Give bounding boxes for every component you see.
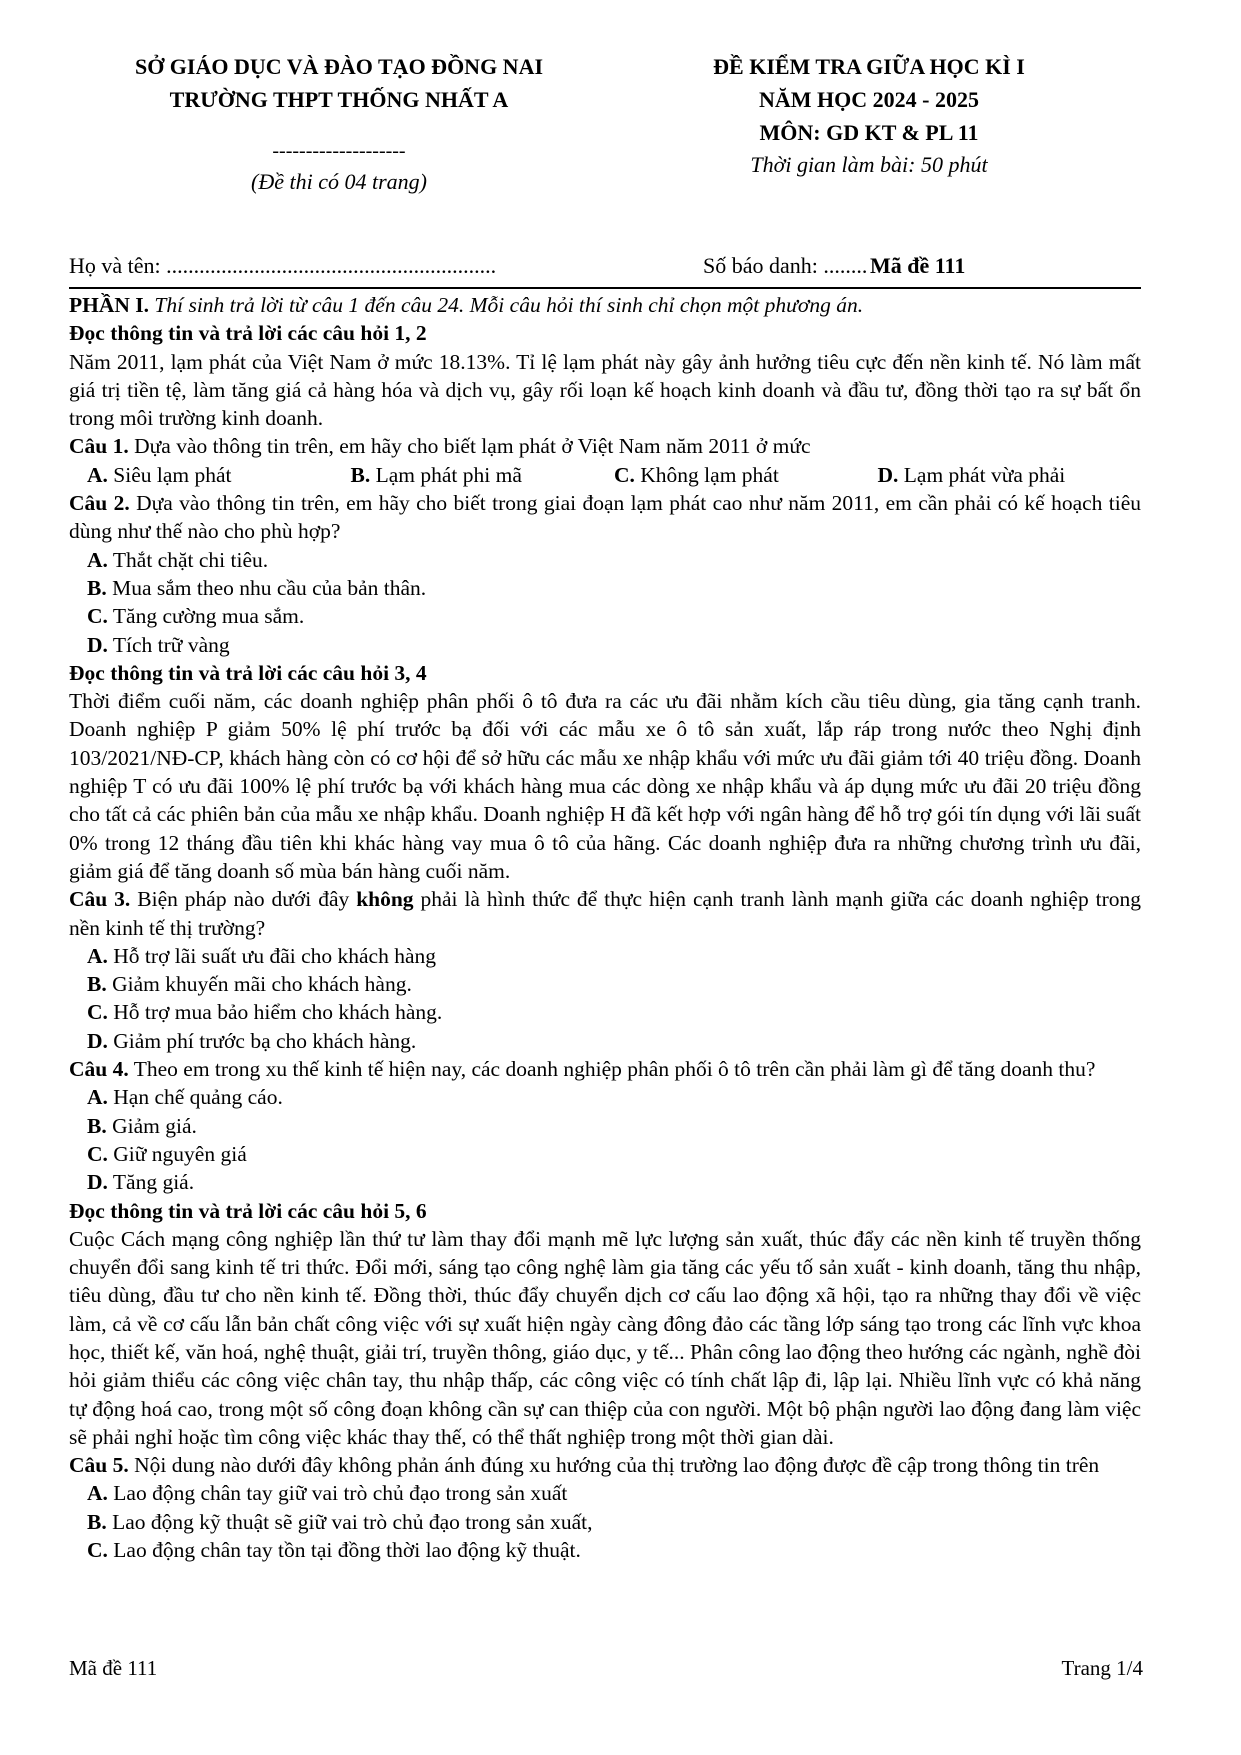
passage-heading: Đọc thông tin và trả lời các câu hỏi 1, 2 [69,321,427,346]
option: A. Hạn chế quảng cáo. [87,1085,283,1110]
passage-text: Cuộc Cách mạng công nghiệp lần thứ tư làm thay đổi mạnh mẽ lực lượng sản xuất, thúc đẩy các nền kinh tế truyền thống chuyển đổi sang kinh tế tri thức. Đổi mới, sáng tạo công nghệ làm gia tăng các yếu tố sản xuất - kinh doanh, tăng thu nhập, tiêu dùng, đầu tư cho nền kinh tế. Đồng thời, thúc đẩy chuyển dịch cơ cấu lao động xã hội, tạo ra những thay đổi về việc làm, cả về cơ cấu lẫn bản chất công việc với sự xuất hiện ngày càng đông đảo các tầng lớp sáng tạo trong các lĩnh vực khoa học, thiết kế, văn hoá, nghệ thuật, giải trí, truyền thông, giáo dục, y tế... Phân công lao động theo hướng các ngành, nghề đòi hỏi giảm thiểu các công việc chân tay, thu nhập thấp, các công việc có tính chất lập đi, lập lại. Nhiều lĩnh vực có khả năng tự động hoá cao, trong một số công đoạn không cần sự can thiệp của con người. Một bộ phận người lao động đang làm việc sẽ phải nghỉ hoặc tìm công việc khác thay thế, có thể thất nghiệp trong một thời gian dài. [69,1226,1141,1449]
option: A. Hỗ trợ lãi suất ưu đãi cho khách hàng [87,943,437,968]
option: D. Giảm phí trước bạ cho khách hàng. [87,1028,417,1053]
option: A. Siêu lạm phát [87,462,232,487]
pages-note: (Đề thi có 04 trang) [251,169,427,194]
part-instruction: PHẦN I. Thí sinh trả lời từ câu 1 đến câu 24. Mỗi câu hỏi thí sinh chỉ chọn một phương án. [69,293,864,317]
option: D. Tăng giá. [87,1170,195,1195]
divider-dashes: -------------------- [272,140,406,162]
option: D. Lạm phát vừa phải [877,462,1066,487]
question-1: Câu 1. Dựa vào thông tin trên, em hãy cho biết lạm phát ở Việt Nam năm 2011 ở mức [69,434,811,459]
school-name: TRƯỜNG THPT THỐNG NHẤT A [169,87,509,112]
exam-title: ĐỀ KIỂM TRA GIỮA HỌC KÌ I [713,54,1025,79]
header-right [629,50,1109,180]
question-5: Câu 5. Nội dung nào dưới đây không phản ánh đúng xu hướng của thị trường lao động được đề cập trong thông tin trên [69,1453,1100,1478]
header-rule [69,287,1141,289]
option: B. Lao động kỹ thuật sẽ giữ vai trò chủ đạo trong sản xuất, [87,1509,593,1534]
option: C. Không lạm phát [614,462,779,487]
question-2-options [69,546,1141,659]
option: B. Lạm phát phi mã [350,462,522,487]
candidate-number-field: Số báo danh: ........ [703,253,868,278]
passage-heading: Đọc thông tin và trả lời các câu hỏi 5, 6 [69,1198,427,1223]
time-note: Thời gian làm bài: 50 phút [750,152,988,177]
passage-heading: Đọc thông tin và trả lời các câu hỏi 3, 4 [69,660,427,685]
question-2: Câu 2. Dựa vào thông tin trên, em hãy cho biết trong giai đoạn lạm phát cao như năm 2011, em cần phải có kế hoạch tiêu dùng như thế nào cho phù hợp? [69,491,1142,544]
footer-exam-code: Mã đề 111 [69,1656,158,1680]
exam-body [69,291,1141,1564]
footer-page-number: Trang 1/4 [1061,1656,1143,1680]
name-field: Họ và tên: ............................................................ [69,253,497,278]
passage-text: Năm 2011, lạm phát của Việt Nam ở mức 18.13%. Tỉ lệ lạm phát này gây ảnh hưởng tiêu cực đến nền kinh tế. Nó làm mất giá trị tiền tệ, làm tăng giá cả hàng hóa và dịch vụ, gây rối loạn kế hoạch kinh doanh và đầu tư, đồng thời tạo ra sự bất ổn trong môi trường kinh doanh. [69,349,1141,431]
passage-text: Thời điểm cuối năm, các doanh nghiệp phân phối ô tô đưa ra các ưu đãi nhằm kích cầu tiêu dùng, gia tăng cạnh tranh. Doanh nghiệp P giảm 50% lệ phí trước bạ đối với các mẫu xe ô tô sản xuất, lắp ráp trong nước theo Nghị định 103/2021/NĐ-CP, khách hàng còn có cơ hội để sở hữu các mẫu xe nhập khẩu với mức ưu đãi giảm tới 40 triệu đồng. Doanh nghiệp T có ưu đãi 100% lệ phí trước bạ với khách hàng mua các dòng xe nhập khẩu và áp dụng mức ưu đãi 20 triệu đồng cho tất cả các phiên bản của mẫu xe nhập khẩu. Doanh nghiệp H đã kết hợp với ngân hàng để hỗ trợ gói tín dụng với lãi suất 0% trong 12 tháng đầu tiên khi khác hàng vay mua ô tô của hãng. Các doanh nghiệp đưa ra những chương trình ưu đãi, giảm giá để tăng doanh số mùa bán hàng cuối năm. [69,689,1141,883]
option: B. Giảm khuyến mãi cho khách hàng. [87,972,412,997]
option: C. Giữ nguyên giá [87,1141,247,1166]
exam-code: Mã đề 111 [870,253,966,278]
question-4-options [69,1083,1141,1196]
option: C. Tăng cường mua sắm. [87,604,305,629]
option: C. Hỗ trợ mua bảo hiểm cho khách hàng. [87,1000,443,1025]
school-year: NĂM HỌC 2024 - 2025 [759,87,979,112]
option: B. Mua sắm theo nhu cầu của bản thân. [87,575,427,600]
option: D. Tích trữ vàng [87,632,230,657]
subject: MÔN: GD KT & PL 11 [759,120,979,145]
department-name: SỞ GIÁO DỤC VÀ ĐÀO TẠO ĐỒNG NAI [134,54,544,79]
question-3: Câu 3. Biện pháp nào dưới đây không phải là hình thức để thực hiện cạnh tranh lành mạnh giữa các doanh nghiệp trong nền kinh tế thị trường? [69,887,1142,940]
question-1-options [69,461,1141,489]
question-4: Câu 4. Theo em trong xu thế kinh tế hiện nay, các doanh nghiệp phân phối ô tô trên cần phải làm gì để tăng doanh thu? [69,1057,1096,1082]
option: A. Thắt chặt chi tiêu. [87,547,269,572]
option: B. Giảm giá. [87,1113,197,1138]
option: A. Lao động chân tay giữ vai trò chủ đạo trong sản xuất [87,1481,568,1506]
option: C. Lao động chân tay tồn tại đồng thời lao động kỹ thuật. [87,1538,581,1563]
candidate-info-row [69,253,1141,283]
header-left [69,50,609,197]
